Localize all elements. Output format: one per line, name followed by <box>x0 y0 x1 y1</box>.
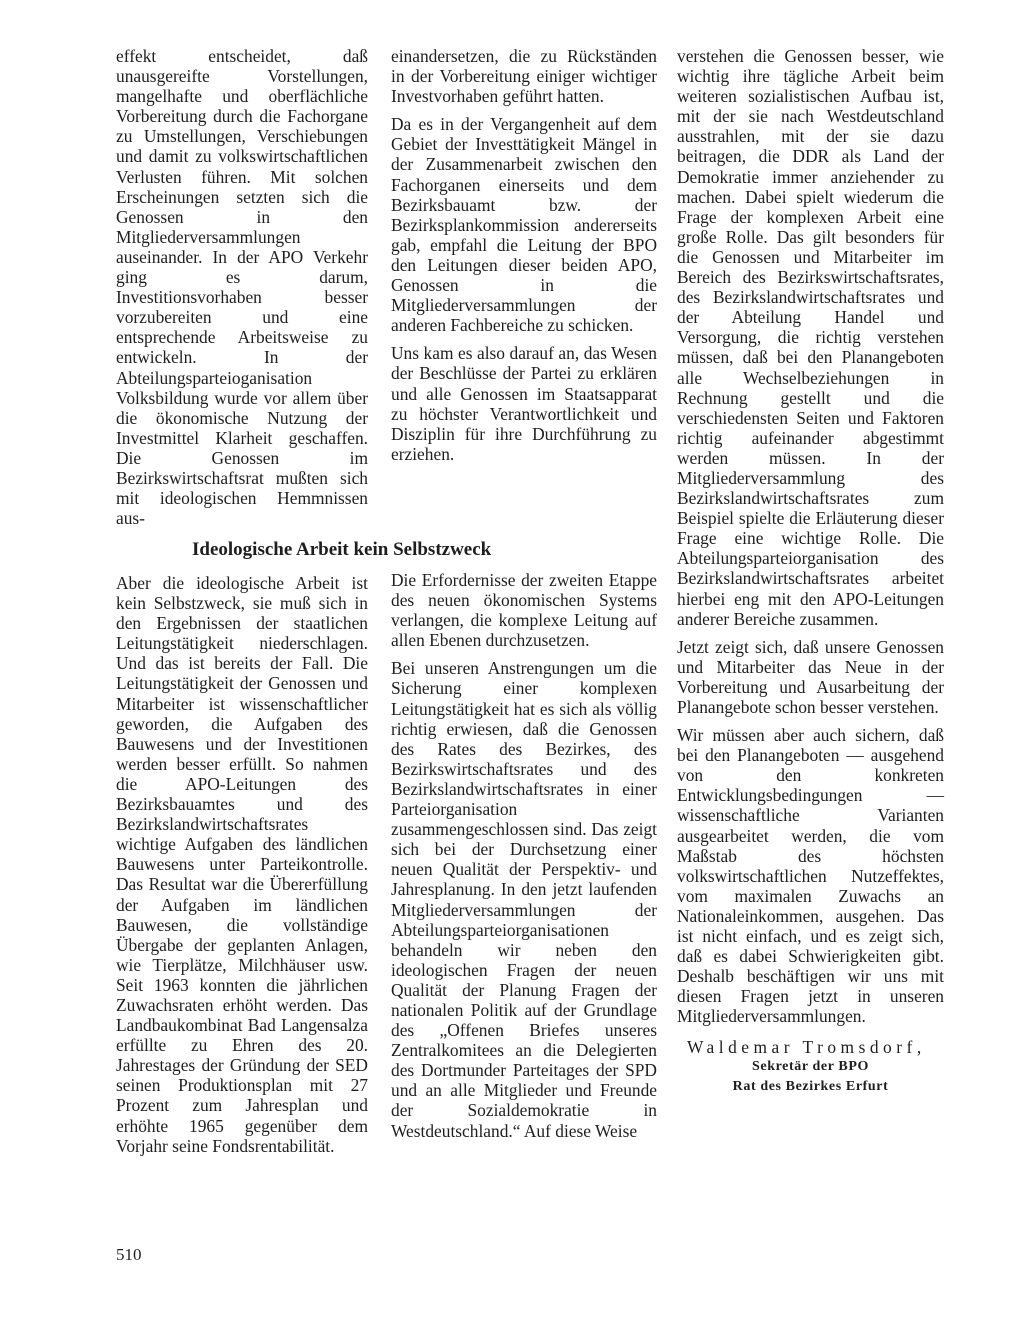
paragraph: verstehen die Genossen besser, wie wichtig ihre tägliche Arbeit beim weiteren sozialistischen Aufbau ist, mit der sie nach Westdeutschland ausstrahlen, mit der sie dazu beitragen, die DDR als Land der Demokratie immer anziehender zu machen. Dabei spielt wiederum die Frage der komplexen Arbeit eine große Rolle. Das gilt besonders für die Genossen und Mitarbeiter im Bereich des Bezirkswirtschaftsrates, des Bezirkslandwirtschaftsrates und der Abteilung Handel und Versorgung, die richtig verstehen müssen, daß bei den Planangeboten alle Wechselbeziehungen in Rechnung gestellt und die verschiedensten Seiten und Faktoren richtig aufeinander abgestimmt werden müssen. In der Mitgliederversammlung des Bezirkslandwirtschaftsrates zum Beispiel spielte die Erläuterung dieser Frage eine wichtige Rolle. Die Abteilungsparteiorganisation des Bezirkslandwirtschaftsrates arbeitet hierbei eng mit den APO-Leitungen anderer Bereiche zusammen. <box>677 46 944 629</box>
paragraph: Die Erfordernisse der zweiten Etappe des neuen ökonomischen Systems verlangen, die komplexe Leitung auf allen Ebenen durchzusetzen. <box>391 570 657 651</box>
paragraph: effekt entscheidet, daß unausgereifte Vorstellungen, mangelhafte und oberflächliche Vorbereitung durch die Fachorgane zu Umstellungen, Verschiebungen und damit zu volkswirtschaftlichen Verlusten führen. Mit solchen Erscheinungen setzten sich die Genossen in den Mitgliederversammlungen auseinander. In der APO Verkehr ging es darum, Investitionsvorhaben besser vorzubereiten und eine entsprechende Arbeitsweise zu entwickeln. In der Abteilungsparteioganisation Volksbildung wurde vor allem über die ökonomische Nutzung der Investmittel Klarheit geschaffen. Die Genossen im Bezirkswirtschaftsrat mußten sich mit ideologischen Hemmnissen aus- <box>116 46 368 529</box>
author-role: Sekretär der BPO <box>752 1058 869 1074</box>
paragraph: Da es in der Vergangenheit auf dem Gebiet der Investtätigkeit Mängel in der Zusammenarbeit zwischen den Fachorganen einerseits und dem Bezirksbauamt bzw. der Bezirksplankommission andererseits gab, empfahl die Leitung der BPO den Leitungen dieser beiden APO, Genossen in die Mitgliederversammlungen der anderen Fachbereiche zu schicken. <box>391 114 657 336</box>
paragraph: Bei unseren Anstrengungen um die Sicherung einer komplexen Leitungstätigkeit hat es sich als völlig richtig erwiesen, daß die Genossen des Rates des Bezirkes, des Bezirkswirtschaftsrates und des Bezirkslandwirtschaftsrates in einer Parteiorganisation zusammengeschlossen sind. Das zeigt sich bei der Durchsetzung einer neuen Qualität der Perspektiv- und Jahresplanung. In den jetzt laufenden Mitgliederversammlungen der Abteilungsparteiorganisationen behandeln wir neben den ideologischen Fragen der neuen Qualität der Planung Fragen der nationalen Politik auf der Grundlage des „Offenen Briefes unseres Zentralkomitees an die Delegierten des Dortmunder Parteitages der SPD und an alle Mitglieder und Freunde der Sozialdemokratie in Westdeutschland.“ Auf diese Weise <box>391 658 657 1141</box>
paragraph: Uns kam es also darauf an, das Wesen der Beschlüsse der Partei zu erklären und alle Genossen im Staatsapparat zu höchster Verantwortlichkeit und Disziplin für ihre Durchführung zu erziehen. <box>391 343 657 464</box>
paragraph: Jetzt zeigt sich, daß unsere Genossen und Mitarbeiter das Neue in der Vorbereitung und Ausarbeitung der Planangebote schon besser verstehen. <box>677 636 944 717</box>
column-2-top <box>391 46 657 464</box>
section-heading: Ideologische Arbeit kein Selbstzweck <box>192 539 492 560</box>
paragraph: Aber die ideologische Arbeit ist kein Selbstzweck, sie muß sich in den Ergebnissen der staatlichen Leitungstätigkeit niederschlagen. Und das ist bereits der Fall. Die Leitungstätigkeit der Genossen und Mitarbeiter ist wissenschaftlicher geworden, die Aufgaben des Bauwesens und der Investitionen werden besser erfüllt. So nahmen die APO-Leitungen des Bezirksbauamtes und des Bezirkslandwirtschaftsrates wichtige Aufgaben des ländlichen Bauwesens unter Parteikontrolle. Das Resultat war die Übererfüllung der Aufgaben im ländlichen Bauwesen, die vollständige Übergabe der geplanten Anlagen, wie Tierplätze, Milchhäuser usw. Seit 1963 konnten die jährlichen Zuwachsraten erhöht werden. Das Landbaukombinat Bad Langensalza erfüllte zu Ehren des 20. Jahrestages der Gründung der SED seinen Produktionsplan mit 27 Prozent zum Jahresplan und erhöhte 1965 gegenüber dem Vorjahr seine Fondsrentabilität. <box>116 573 368 1156</box>
column-3 <box>677 46 944 1097</box>
paragraph: einandersetzen, die zu Rückständen in der Vorbereitung einiger wichtiger Investvorhaben geführt hatten. <box>391 46 657 107</box>
column-1-top <box>116 46 368 528</box>
column-2-bottom <box>391 570 657 1141</box>
paragraph: Wir müssen aber auch sichern, daß bei den Planangeboten — ausgehend von den konkreten Entwicklungsbedingungen — wissenschaftliche Varianten ausgearbeitet werden, die vom Maßstab des höchsten volkswirtschaftlichen Nutzeffektes, vom maximalen Zuwachs an Nationaleinkommen, ausgehen. Das ist nicht einfach, und es zeigt sich, daß es dabei Schwierigkeiten gibt. Deshalb beschäftigen wir uns mit diesen Fragen jetzt in unseren Mitgliederversammlungen. <box>677 725 944 1027</box>
author-organization: Rat des Bezirkes Erfurt <box>732 1078 889 1094</box>
page-number: 510 <box>116 1245 142 1264</box>
column-1-bottom <box>116 573 368 1156</box>
author-name: Waldemar Tromsdorf, <box>687 1036 926 1057</box>
